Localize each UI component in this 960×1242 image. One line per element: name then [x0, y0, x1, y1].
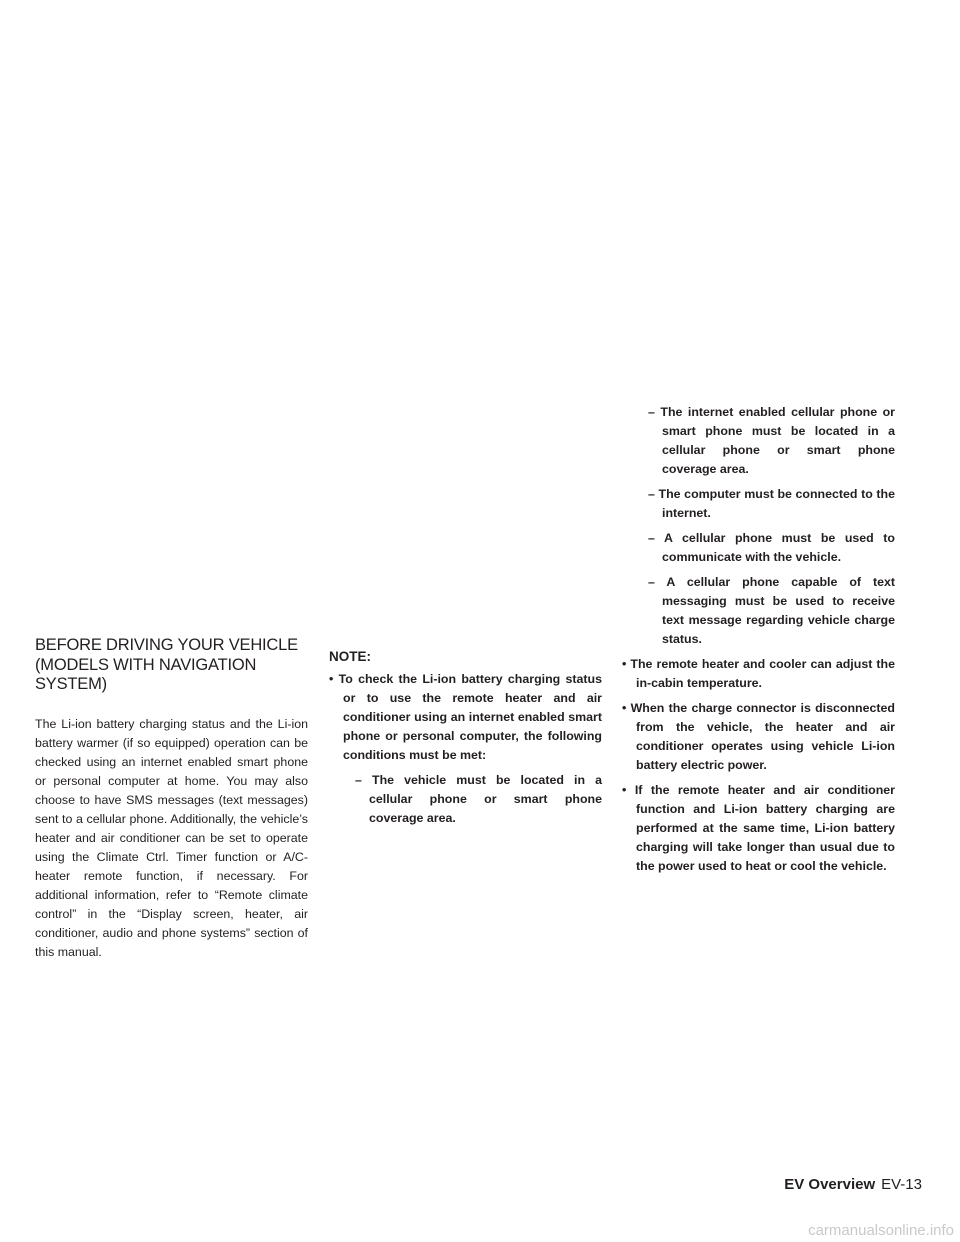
dash-mark: –	[648, 487, 655, 501]
condition-item	[622, 573, 895, 649]
page-footer	[784, 1176, 922, 1193]
note-heading: NOTE:	[329, 649, 371, 664]
note-bullet-4	[622, 781, 895, 876]
condition-text: A cellular phone capable of text messaging must be used to receive text message regarding vehicle charge status.	[662, 575, 895, 646]
watermark: carmanualsonline.info	[808, 1222, 954, 1239]
page-number: EV-13	[881, 1176, 922, 1193]
section-title-line-2: (MODELS WITH NAVIGATION	[35, 655, 257, 674]
footer-section-name: EV Overview	[784, 1176, 876, 1193]
left-column	[35, 636, 308, 962]
dash-mark: –	[648, 405, 655, 419]
note-bullet-2	[622, 655, 895, 693]
intro-paragraph: The Li-ion battery charging status and the Li-ion battery warmer (if so equipped) operation can be checked using an internet enabled smart phone or personal computer at home. You may also choose to have SMS messages (text messages) sent to a cellular phone. Additionally, the vehicle’s heater and air conditioner can be set to operate using the Climate Ctrl. Timer function or A/C-heater remote function, if necessary. For additional information, refer to “Remote climate control” in the “Display screen, heater, air conditioner, audio and phone systems” section of this manual.	[35, 716, 308, 959]
right-column	[622, 403, 895, 882]
condition-item	[622, 529, 895, 567]
bullet-mark: •	[622, 657, 627, 671]
section-title-line-3: SYSTEM)	[35, 675, 107, 693]
condition-text: The internet enabled cellular phone or smart phone must be located in a cellular phone or smart phone coverage area.	[660, 405, 895, 476]
condition-text: The computer must be connected to the internet.	[658, 487, 895, 520]
section-title-line-1: BEFORE DRIVING YOUR VEHICLE	[35, 636, 298, 654]
condition-item	[329, 771, 602, 828]
condition-item	[622, 485, 895, 523]
bullet-text: The remote heater and cooler can adjust the in-cabin temperature.	[630, 657, 895, 690]
bullet-mark: •	[622, 701, 627, 715]
condition-text: The vehicle must be located in a cellular phone or smart phone coverage area.	[369, 773, 602, 825]
bullet-text: If the remote heater and air conditioner function and Li-ion battery charging are performed at the same time, Li-ion battery charging will take longer than usual due to the power used to heat or cool the vehicle.	[634, 783, 895, 873]
middle-column	[329, 633, 602, 834]
bullet-text: To check the Li-ion battery charging status or to use the remote heater and air conditioner using an internet enabled smart phone or personal computer, the following conditions must be met:	[338, 672, 602, 762]
dash-mark: –	[648, 575, 655, 589]
dash-mark: –	[648, 531, 655, 545]
note-bullet-3	[622, 699, 895, 775]
section-title	[35, 636, 308, 695]
condition-text: A cellular phone must be used to communicate with the vehicle.	[662, 531, 895, 564]
dash-mark: –	[355, 773, 362, 787]
condition-item	[622, 403, 895, 479]
bullet-text: When the charge connector is disconnected from the vehicle, the heater and air conditioner operates using vehicle Li-ion battery electric power.	[630, 701, 895, 772]
note-bullet-1	[329, 670, 602, 765]
bullet-mark: •	[622, 783, 627, 797]
bullet-mark: •	[329, 672, 334, 686]
